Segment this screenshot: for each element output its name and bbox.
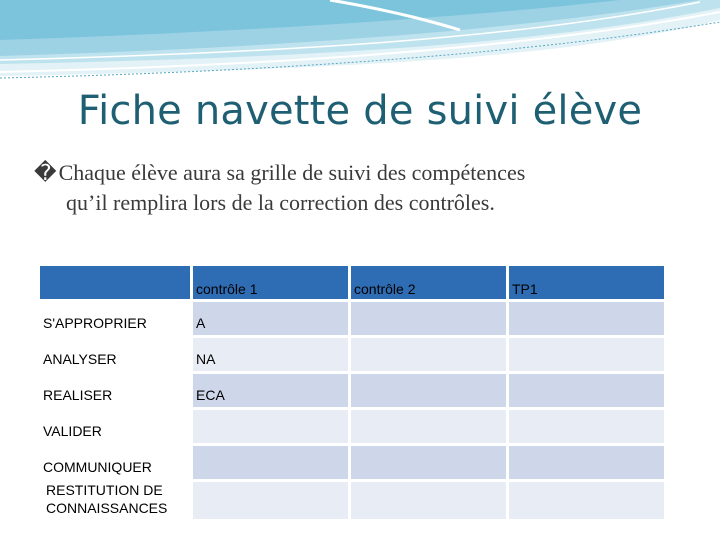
table-row	[40, 302, 664, 335]
table-cell	[509, 446, 664, 479]
competence-tracking-table	[37, 263, 667, 522]
table-cell	[351, 410, 506, 443]
header-cell-controle-1: contrôle 1	[193, 266, 348, 299]
row-label-cell: COMMUNIQUER	[40, 446, 190, 479]
row-label-cell: RESTITUTION DE CONNAISSANCES	[40, 482, 190, 519]
table-cell	[193, 482, 348, 519]
table-cell	[193, 446, 348, 479]
row-label-cell: ANALYSER	[40, 338, 190, 371]
bullet-paragraph	[34, 158, 706, 218]
table-cell	[193, 410, 348, 443]
table-cell: A	[193, 302, 348, 335]
header-cell-controle-2: contrôle 2	[351, 266, 506, 299]
table-cell	[509, 410, 664, 443]
table-cell	[351, 446, 506, 479]
table-row	[40, 338, 664, 371]
body-line-1: Chaque élève aura sa grille de suivi des compétences	[58, 160, 526, 185]
table-header-row	[40, 266, 664, 299]
header-cell-tp1: TP1	[509, 266, 664, 299]
row-label-cell: REALISER	[40, 374, 190, 407]
table-cell: ECA	[193, 374, 348, 407]
table-cell	[509, 374, 664, 407]
table-cell	[351, 374, 506, 407]
table-cell	[509, 338, 664, 371]
table-cell	[509, 302, 664, 335]
header-wave-decoration	[0, 0, 720, 90]
row-label-cell: VALIDER	[40, 410, 190, 443]
header-cell-empty	[40, 266, 190, 299]
table-cell	[351, 302, 506, 335]
bullet-glyph-icon: �	[34, 160, 57, 185]
table-row	[40, 482, 664, 519]
slide-title: Fiche navette de suivi élève	[77, 88, 643, 134]
table-cell	[351, 482, 506, 519]
table-row	[40, 410, 664, 443]
table-cell	[351, 338, 506, 371]
row-label-cell: S'APPROPRIER	[40, 302, 190, 335]
table-row	[40, 446, 664, 479]
table-cell: NA	[193, 338, 348, 371]
body-line-2: qu’il remplira lors de la correction des contrôles.	[66, 190, 495, 215]
table-row	[40, 374, 664, 407]
table-cell	[509, 482, 664, 519]
